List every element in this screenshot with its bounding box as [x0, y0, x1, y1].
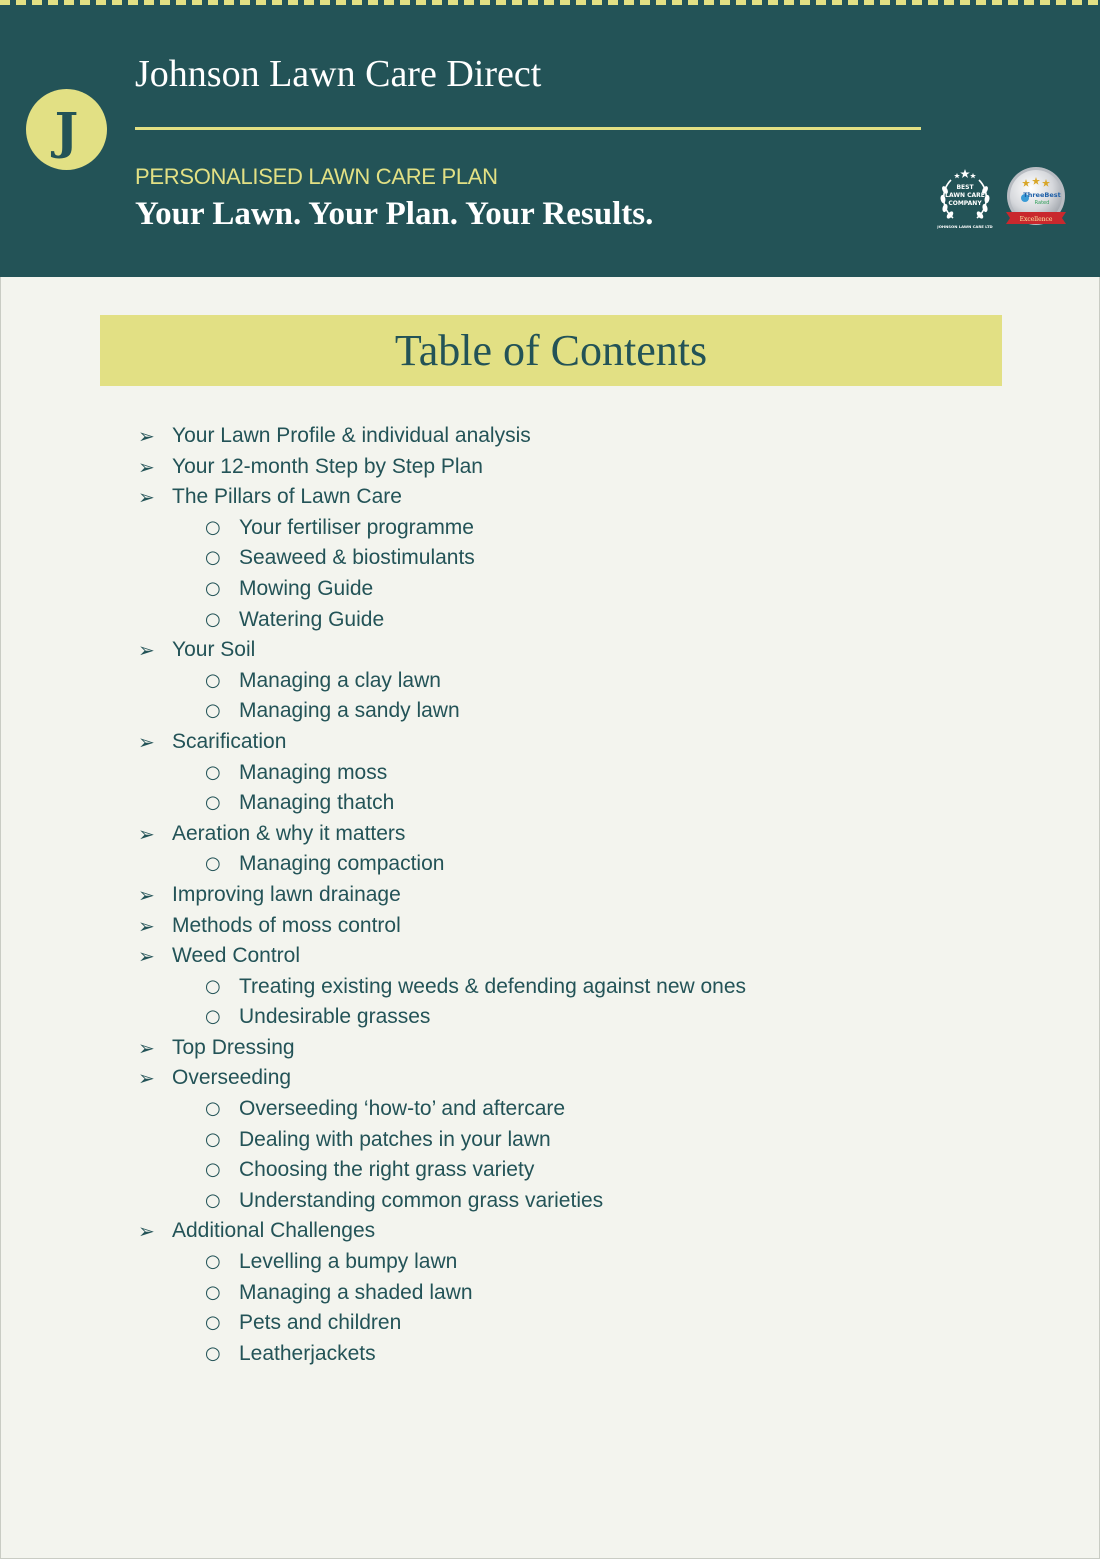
toc-subsection-item[interactable] [0, 1339, 1100, 1370]
toc-subsection-item[interactable] [0, 574, 1100, 605]
arrowhead-bullet-icon: ➢ [138, 638, 155, 663]
toc-subsection-item[interactable] [0, 1155, 1100, 1186]
toc-subsection-item[interactable] [0, 1094, 1100, 1125]
toc-section-item[interactable] [0, 1063, 1100, 1094]
circle-bullet-icon: ○ [205, 761, 221, 783]
toc-subsection-item[interactable] [0, 1308, 1100, 1339]
circle-bullet-icon: ○ [205, 577, 221, 599]
circle-bullet-icon: ○ [205, 1251, 221, 1273]
toc-item-label: Aeration & why it matters [172, 821, 406, 845]
toc-subsection-item[interactable] [0, 543, 1100, 574]
circle-bullet-icon: ○ [205, 1342, 221, 1364]
toc-item-label: Managing moss [239, 760, 388, 784]
tagline: Your Lawn. Your Plan. Your Results. [135, 196, 654, 232]
toc-subsection-item[interactable] [0, 1002, 1100, 1033]
circle-bullet-icon: ○ [205, 1128, 221, 1150]
toc-item-label: Additional Challenges [172, 1219, 376, 1243]
circle-bullet-icon: ○ [205, 975, 221, 997]
toc-subsection-item[interactable] [0, 1247, 1100, 1278]
toc-item-label: Your fertiliser programme [239, 515, 474, 539]
arrowhead-bullet-icon: ➢ [138, 1035, 155, 1060]
svg-text:ThreeBest: ThreeBest [1023, 191, 1061, 199]
toc-item-label: Managing a sandy lawn [239, 699, 460, 723]
toc-item-label: Scarification [172, 729, 287, 753]
circle-bullet-icon: ○ [205, 700, 221, 722]
toc-title-banner [100, 315, 1002, 386]
award-laurel-icon [933, 166, 997, 230]
toc-item-label: Levelling a bumpy lawn [239, 1250, 458, 1274]
toc-section-item[interactable] [0, 1216, 1100, 1247]
toc-item-label: Watering Guide [239, 607, 385, 631]
arrowhead-bullet-icon: ➢ [138, 729, 155, 754]
circle-bullet-icon: ○ [205, 1189, 221, 1211]
company-logo [26, 89, 107, 170]
toc-item-label: Leatherjackets [239, 1341, 376, 1365]
circle-bullet-icon: ○ [205, 608, 221, 630]
logo-letter: J [54, 100, 79, 160]
toc-subsection-item[interactable] [0, 788, 1100, 819]
toc-section-item[interactable] [0, 482, 1100, 513]
page-header [0, 0, 1100, 277]
circle-bullet-icon: ○ [205, 853, 221, 875]
toc-item-label: Managing a clay lawn [239, 668, 441, 692]
toc-section-item[interactable] [0, 1033, 1100, 1064]
arrowhead-bullet-icon: ➢ [138, 1219, 155, 1244]
toc-item-label: Top Dressing [172, 1035, 295, 1059]
toc-section-item[interactable] [0, 452, 1100, 483]
arrowhead-bullet-icon: ➢ [138, 913, 155, 938]
toc-subsection-item[interactable] [0, 513, 1100, 544]
toc-subsection-item[interactable] [0, 605, 1100, 636]
circle-bullet-icon: ○ [205, 547, 221, 569]
toc-item-label: Mowing Guide [239, 576, 374, 600]
circle-bullet-icon: ○ [205, 1098, 221, 1120]
toc-item-label: Seaweed & biostimulants [239, 546, 475, 570]
toc-subsection-item[interactable] [0, 696, 1100, 727]
plan-label: PERSONALISED LAWN CARE PLAN [135, 164, 498, 189]
threebest-rated-seal-icon [1004, 166, 1068, 230]
circle-bullet-icon: ○ [205, 792, 221, 814]
circle-bullet-icon: ○ [205, 516, 221, 538]
circle-bullet-icon: ○ [205, 669, 221, 691]
svg-text:BEST: BEST [956, 184, 974, 191]
toc-item-label: Understanding common grass varieties [239, 1188, 604, 1212]
toc-title: Table of Contents [394, 326, 708, 375]
toc-item-label: Overseeding [172, 1066, 292, 1090]
toc-subsection-item[interactable] [0, 849, 1100, 880]
toc-subsection-item[interactable] [0, 758, 1100, 789]
toc-subsection-item[interactable] [0, 1186, 1100, 1217]
circle-bullet-icon: ○ [205, 1006, 221, 1028]
circle-bullet-icon: ○ [205, 1281, 221, 1303]
svg-text:Rated: Rated [1034, 200, 1050, 206]
circle-bullet-icon: ○ [205, 1159, 221, 1181]
toc-section-item[interactable] [0, 727, 1100, 758]
toc-item-label: Methods of moss control [172, 913, 401, 937]
toc-item-label: Choosing the right grass variety [239, 1158, 535, 1182]
arrowhead-bullet-icon: ➢ [138, 1066, 155, 1091]
toc-subsection-item[interactable] [0, 972, 1100, 1003]
toc-section-item[interactable] [0, 421, 1100, 452]
toc-section-item[interactable] [0, 941, 1100, 972]
circle-bullet-icon: ○ [205, 1312, 221, 1334]
arrowhead-bullet-icon: ➢ [138, 424, 155, 448]
toc-item-label: Your Lawn Profile & individual analysis [172, 424, 531, 447]
toc-subsection-item[interactable] [0, 666, 1100, 697]
toc-item-label: Undesirable grasses [239, 1005, 431, 1029]
toc-item-label: Managing thatch [239, 791, 395, 815]
toc-section-item[interactable] [0, 911, 1100, 942]
arrowhead-bullet-icon: ➢ [138, 944, 155, 969]
toc-item-label: Treating existing weeds & defending against new ones [239, 974, 747, 998]
company-name: Johnson Lawn Care Direct [135, 53, 542, 95]
svg-text:LAWN CARE: LAWN CARE [945, 192, 985, 199]
toc-section-item[interactable] [0, 880, 1100, 911]
arrowhead-bullet-icon: ➢ [138, 454, 155, 479]
header-divider [135, 127, 921, 130]
svg-text:JOHNSON LAWN CARE LTD: JOHNSON LAWN CARE LTD [937, 224, 993, 229]
toc-item-label: Weed Control [172, 944, 301, 968]
toc-section-item[interactable] [0, 635, 1100, 666]
toc-list [0, 421, 1100, 1369]
toc-item-label: Pets and children [239, 1311, 402, 1335]
arrowhead-bullet-icon: ➢ [138, 485, 155, 510]
toc-item-label: Managing compaction [239, 852, 445, 876]
toc-item-label: Dealing with patches in your lawn [239, 1127, 551, 1151]
toc-item-label: Your 12-month Step by Step Plan [172, 454, 483, 478]
toc-subsection-item[interactable] [0, 1125, 1100, 1156]
toc-item-label: Your Soil [172, 638, 256, 662]
toc-item-label: Overseeding ‘how-to’ and aftercare [239, 1097, 566, 1121]
arrowhead-bullet-icon: ➢ [138, 821, 155, 846]
toc-section-item[interactable] [0, 819, 1100, 850]
toc-item-label: Improving lawn drainage [172, 882, 401, 906]
arrowhead-bullet-icon: ➢ [138, 882, 155, 907]
toc-item-label: Managing a shaded lawn [239, 1280, 473, 1304]
toc-item-label: The Pillars of Lawn Care [172, 485, 402, 509]
svg-text:COMPANY: COMPANY [948, 200, 982, 207]
toc-subsection-item[interactable] [0, 1278, 1100, 1309]
dashed-top-border [0, 0, 1100, 5]
svg-text:Excellence: Excellence [1019, 216, 1053, 223]
